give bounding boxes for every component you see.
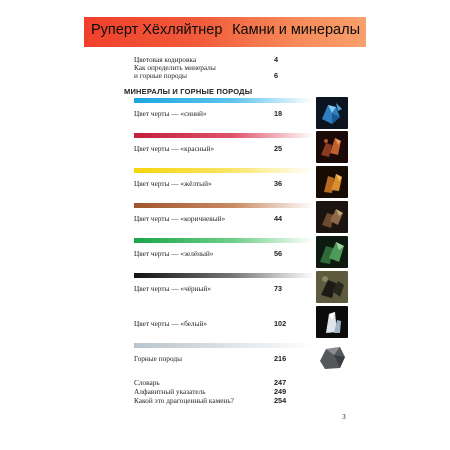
toc-entry-page: 4: [274, 55, 279, 64]
toc-entry-page: 254: [274, 396, 287, 405]
toc-entry-page: 25: [274, 144, 283, 153]
toc-entry-page: 249: [274, 387, 287, 396]
color-band-green: [134, 238, 314, 243]
toc-entry-label: Цвет черты — «чёрный»: [134, 284, 211, 293]
toc-entry-label: Горные породы: [134, 354, 182, 363]
toc-entry-label: Цвет черты — «синий»: [134, 109, 207, 118]
toc-entry-page: 6: [274, 71, 279, 80]
toc-entry-page: 36: [274, 179, 283, 188]
color-band-brown: [134, 203, 314, 208]
rock-photo: [316, 341, 348, 373]
author-name: Руперт Хёхляйтнер: [91, 22, 223, 38]
toc-entry-page: 18: [274, 109, 283, 118]
red-mineral-photo: [316, 131, 348, 163]
color-band-white: [134, 308, 314, 313]
toc-entry-page: 216: [274, 354, 287, 363]
color-band-red: [134, 133, 314, 138]
title-banner: [84, 17, 366, 47]
toc-entry-label: Цвет черты — «зелёный»: [134, 249, 214, 258]
toc-entry-page: 73: [274, 284, 283, 293]
color-band-black: [134, 273, 314, 278]
yellow-mineral-photo: [316, 166, 348, 198]
white-mineral-photo: [316, 306, 348, 338]
section-heading: МИНЕРАЛЫ И ГОРНЫЕ ПОРОДЫ: [124, 87, 253, 96]
toc-entry-page: 102: [274, 319, 287, 328]
toc-entry-label: Цвет черты — «красный»: [134, 144, 215, 153]
color-band-blue: [134, 98, 314, 103]
toc-entry-page: 44: [274, 214, 283, 223]
page-number: 3: [342, 412, 346, 421]
toc-entry-label: Алфавитный указатель: [134, 387, 206, 396]
toc-entry-page: 247: [274, 378, 287, 387]
green-mineral-photo: [316, 236, 348, 268]
toc-entry-label: и горные породы: [134, 71, 187, 80]
brown-mineral-photo: [316, 201, 348, 233]
color-band-yellow: [134, 168, 314, 173]
toc-entry-page: 56: [274, 249, 283, 258]
black-mineral-photo: [316, 271, 348, 303]
toc-entry-label: Цветовая кодировка: [134, 55, 197, 64]
toc-entry-label: Цвет черты — «белый»: [134, 319, 208, 328]
toc-entry-label: Словарь: [134, 378, 160, 387]
toc-entry-label: Как определить минералы: [134, 63, 216, 72]
blue-mineral-photo: [316, 97, 348, 129]
toc-entry-label: Цвет черты — «жёлтый»: [134, 179, 212, 188]
toc-entry-label: Какой это драгоценный камень?: [134, 396, 234, 405]
toc-entry-label: Цвет черты — «коричневый»: [134, 214, 226, 223]
book-title: Камни и минералы: [232, 22, 360, 38]
color-band-grey: [134, 343, 314, 348]
